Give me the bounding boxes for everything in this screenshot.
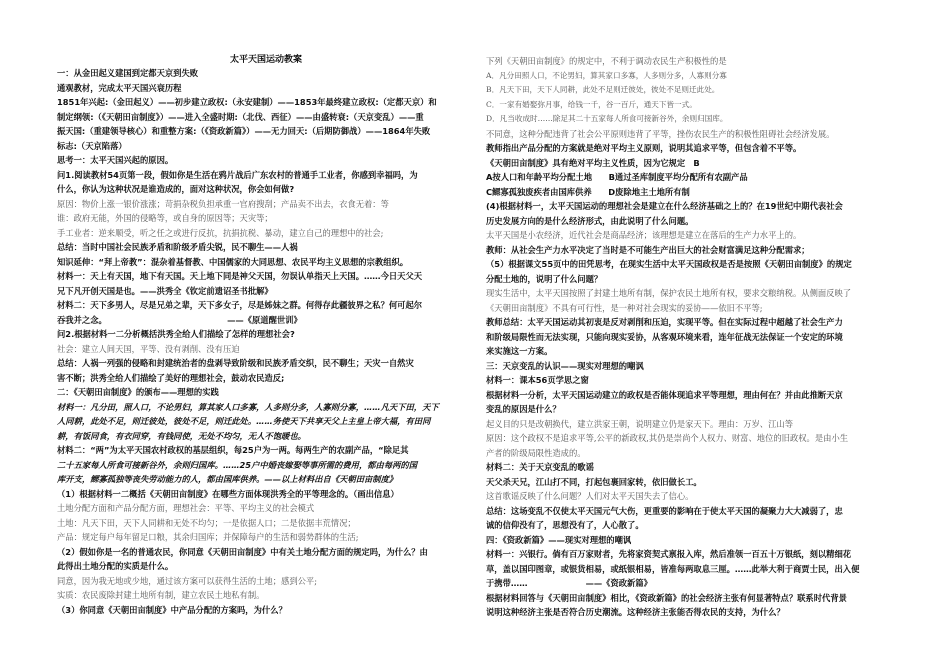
text-line: (4)根据材料一，太平天国运动的理想社会是建立在什么经济基础之上的？在19世纪中期代表社会 bbox=[486, 201, 843, 211]
left-column bbox=[57, 54, 475, 617]
text-line: 材料一：课本56页学思之窗 bbox=[486, 375, 589, 385]
text-line: 材料二：天下多男人，尽是兄弟之辈，天下多女子，尽是姊妹之群。何得存此疆彼界之私？何可起尔 bbox=[57, 300, 423, 310]
text-line: 诚的信仰没有了，思想没有了，人心散了。 bbox=[486, 520, 644, 530]
text-line: 材料一：天上有天国，地下有天国。天上地下同是神父天国，勿误认单指天上天国。……今日天父天 bbox=[57, 271, 423, 281]
text-line: B．凡天下田，天下人同耕，此处不足则迁彼处，彼处不足则迁此处。 bbox=[486, 85, 720, 94]
text-line: （1）根据材料一二概括《天朝田亩制度》在哪些方面体现洪秀全的平等理念的。（画出信息） bbox=[57, 488, 399, 499]
text-line: 变乱的原因是什么？ bbox=[486, 404, 561, 414]
text-line: 谁：政府无能，外国的侵略等，或自身的原因等；天灾等； bbox=[57, 213, 273, 223]
text-line: （2）假如你是一名的普通农民，你同意《天朝田亩制度》中有关土地分配方面的规定吗，为什么？由 bbox=[57, 546, 428, 557]
text-line: 思考一：太平天国兴起的原因。 bbox=[57, 155, 174, 165]
text-line: C．一家有婚娶弥月事，给钱一千，谷一百斤，通天下皆一式。 bbox=[486, 99, 697, 109]
text-line: 害不断；洪秀全给人们描绘了美好的理想社会，鼓动农民造反; bbox=[57, 372, 285, 383]
text-line: 根据材料回答与《天朝田亩制度》相比，《资政新篇》的社会经济主张有何显著特点？联系时代背景 bbox=[486, 592, 847, 603]
text-line: 历史发展方向的是什么经济形式，由此说明了什么问题。 bbox=[486, 215, 694, 226]
text-line: 一：从金田起义建国到定都天京到失败 bbox=[57, 68, 199, 78]
text-line: 下列《天朝田亩制度》的规定中，不利于调动农民生产积极性的是 bbox=[486, 56, 727, 66]
text-line: 教师总结：太平天国运动其初衷是反对剥削和压迫，实现平等。但在实际过程中超越了社会生产力 bbox=[486, 317, 843, 327]
text-line: （3）你同意《天朝田亩制度》中产品分配的方案吗，为什么？ bbox=[57, 604, 287, 615]
text-line: （5）根据课文55页中的田凭思考，在现实生活中太平天国政权是否是按照《天朝田亩制度》的规定 bbox=[486, 259, 852, 269]
text-line: 分配土地的，说明了什么问题？ bbox=[486, 273, 603, 284]
text-line: 三：天京变乱的认识——现实对理想的嘲讽 bbox=[486, 360, 644, 371]
text-line: 原因：物价上涨一银价涨涨；苛捐杂税负担承重一官府搜刮；产品卖不出去，衣食无着：等 bbox=[57, 198, 389, 209]
text-line: 人同耕，此处不足，则迁彼处，彼处不足，则迁此处。……务使天下共享天父上主皇上帝大福，有田同 bbox=[57, 416, 431, 426]
text-line: A按人口和年龄平均分配土地 B通过圣库制度平均分配所有农副产品 bbox=[486, 172, 748, 182]
text-line: 实质：农民废除封建土地所有制，建立农民土地私有制。 bbox=[57, 590, 265, 600]
text-line: 1851年兴起:（金田起义）——初步建立政权:（永安建制）——1853年最终建立政权:（定都天京）和 bbox=[57, 97, 437, 107]
text-line: 草，盖以国印图章，或银货相易，或纸银相易，皆准每两取息三厘。……此举大利于商贾士民，出入便 bbox=[486, 563, 860, 574]
text-line: D．凡当收成时……除足其二十五家每人所食可接新谷外，余则归国库。 bbox=[486, 114, 728, 123]
text-line: 材料二：关于天京变乱的歌谣 bbox=[486, 462, 594, 472]
text-line: 通观教材，完成太平天国兴衰历程 bbox=[57, 82, 182, 93]
text-line: 天父杀天兄，江山打不同，打起包裹回家转，依旧做长工。 bbox=[486, 476, 702, 487]
text-line: 和阶级局限性而无法实现，只能向现实妥协，从客观环境来看，连年征战无法保证一个安定的环境 bbox=[486, 331, 843, 342]
text-line: 现实生活中，太平天国按照了封建土地所有制，保护农民土地所有权，要求交粮纳税。从侧面反映了 bbox=[486, 288, 852, 298]
text-line: 土地：凡天下田，天下人同耕和无处不均匀；一是依据人口；二是依据丰荒情况； bbox=[57, 517, 356, 528]
text-line: 产者的阶级局限性造成的。 bbox=[486, 447, 586, 458]
text-line: 土地分配方面和产品分配方面，理想社会：平等、平均主义的社会模式 bbox=[57, 503, 315, 513]
text-line: 问2.根据材料一二分析概括洪秀全给人们描绘了怎样的理想社会? bbox=[57, 329, 295, 339]
text-line: 吞我并之念。 ——《原道醒世训》 bbox=[57, 314, 302, 325]
text-line: 总结：人祸一列强的侵略和封建统治者的盘剥导致阶级和民族矛盾交织，民不聊生；天灾一自然灾 bbox=[57, 358, 414, 368]
text-line: 总结：这场变乱不仅使太平天国元气大伤，更重要的影响在于使太平天国的凝聚力大大减弱了，忠 bbox=[486, 505, 843, 516]
text-line: 产品：规定每户每年留足口粮，其余归国库；并保障每户的生活和弱势群体的生活; bbox=[57, 532, 359, 542]
text-line: 库开支，鳏寡孤独等丧失劳动能力的人，都由国库供养。——以上材料出自《天朝田亩制度》 bbox=[57, 474, 398, 484]
text-line: 此得出土地分配的实质是什么。 bbox=[57, 561, 174, 571]
text-line: 来实施这一方案。 bbox=[486, 346, 553, 356]
text-line: 同意，因为我无地或少地，通过该方案可以获得生活的土地；感到公平; bbox=[57, 575, 318, 586]
right-column bbox=[486, 54, 898, 620]
text-line: 根据材料一分析，太平天国运动建立的政权是否能体现追求平等理想，理由何在？并由此推断天京 bbox=[486, 389, 843, 400]
text-line: 教师：从社会生产力水平决定了当时是不可能生产出巨大的社会财富满足这种分配需求； bbox=[486, 244, 810, 255]
document-title: 太平天国运动教案 bbox=[229, 55, 302, 65]
text-line: 二：《天朝田亩制度》的颁布——理想的实践 bbox=[57, 387, 219, 397]
text-line: 材料一：凡分田，照人口，不论男妇，算其家人口多寡，人多则分多，人寡则分寡，……凡天下田，天下 bbox=[57, 401, 439, 412]
text-line: 问1.阅读教材54页第一段，假如你是生活在鸦片战后广东农村的普通手工业者，你感到幸福吗，为 bbox=[57, 169, 418, 180]
text-line: 知识延伸：“拜上帝教”：混杂着基督教、中国儒家的大同思想、农民平均主义思想的宗教组织。 bbox=[57, 256, 409, 267]
text-line: 原因：这个政权不是追求平等,公平的新政权,其仍是崇尚个人权力、财富、地位的旧政权。是由小生 bbox=[486, 433, 849, 443]
text-line: 制定纲领:（《天朝田亩制度》）——进入全盛时期:（北伐、西征）——由盛转衰:（天京变乱）——重 bbox=[57, 111, 424, 122]
text-line: 社会：建立人间天国，平等、没有剥削、没有压迫 bbox=[57, 343, 240, 354]
text-line: 于携带…… ——《资政新篇》 bbox=[486, 578, 652, 588]
text-line: 太平天国是小农经济，近代社会是商品经济；该理想是建立在落后的生产力水平上的。 bbox=[486, 230, 802, 240]
text-line: 《天朝田亩制度》不具有可行性，是一种对社会现实的妥协——依旧不平等; bbox=[486, 302, 763, 313]
text-line: 教师指出产品分配的方案就是绝对平均主义原则，说明其追求平等，但包含着不平等。 bbox=[486, 143, 802, 153]
text-line: 这首歌谣反映了什么问题？人们对太平天国失去了信心。 bbox=[486, 491, 694, 501]
text-line: 兄下凡开创天国是也。——洪秀全《钦定前遗诏圣书批解》 bbox=[57, 285, 273, 296]
text-line: 四：《资政新篇》——现实对理想的嘲讽 bbox=[486, 534, 632, 545]
text-line: 什么，你认为这种状况是谁造成的，面对这种状况，你会如何做? bbox=[57, 184, 295, 194]
text-line: 振天国:（重建领导核心）和重整方案:（《资政新篇》）——无力回天:（后期防御战）——1864年失败 bbox=[57, 126, 431, 136]
text-line: 二十五家每人所食可接新谷外，余则归国库。……25户中婚丧嫁娶等事所需的费用，都由每两的国 bbox=[57, 459, 418, 470]
text-line: A．凡分田照人口，不论男妇，算其家口多寡，人多则分多，人寡则分寡 bbox=[486, 70, 727, 80]
text-line: 《天朝田亩制度》具有绝对平均主义性质，因为它规定 B bbox=[486, 157, 700, 168]
text-line: 标志:（天京陷落） bbox=[57, 140, 127, 151]
text-line: C鳏寡孤独废疾者由国库供养 D废除地主土地所有制 bbox=[486, 186, 690, 197]
text-line: 起义目的只是改朝换代，建立洪家王朝，说明建立仍是家天下。理由：万岁、江山等 bbox=[486, 418, 793, 429]
text-line: 总结：当时中国社会民族矛盾和阶级矛盾尖锐，民不聊生——人祸 bbox=[57, 242, 298, 252]
text-line: 说明这种经济主张是否符合历史潮流。这种经济主张能否得农民的支持，为什么？ bbox=[486, 607, 785, 617]
text-line: 材料二：“两”为太平天国农村政权的基层组织，每25户为一两。每两生产的农副产品，“除足其 bbox=[57, 445, 409, 455]
text-line: 手工业者：逆来顺受，听之任之或进行反抗，抗捐抗税、暴动，建立自己的理想中的社会; bbox=[57, 227, 384, 238]
text-line: 材料一：兴银行。倘有百万家财者，先将家资契式禀报入库，然后准领一百五十万银纸，刻以精细花 bbox=[486, 549, 852, 559]
text-line: 耕，有饭同食，有衣同穿，有钱同使，无处不均匀，无人不饱暖也。 bbox=[57, 430, 306, 441]
text-line: 不同意，这种分配违背了社会公平原则违背了平等，挫伤农民生产的积极性阻碍社会经济发展。 bbox=[486, 128, 835, 139]
